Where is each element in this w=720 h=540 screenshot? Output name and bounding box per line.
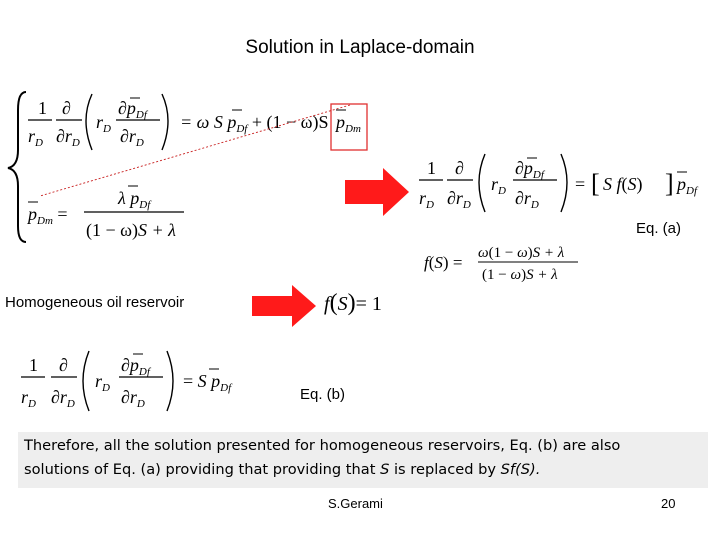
svg-text:∂pDf: $\partial p_{Df}$ <box>515 158 544 181</box>
svg-text:pDm =: $p_{Dm}$ = <box>28 204 68 227</box>
svg-text:f(S) =: f(S) = <box>424 253 463 272</box>
fS-definition <box>420 240 590 284</box>
svg-text:(1 − ω)S + λ: (1 − ω)S + λ <box>482 267 558 283</box>
svg-text:(1 − ω)S + λ: (1 − ω)S + λ <box>86 220 176 240</box>
author-footer: S.Gerami <box>328 496 383 511</box>
svg-text:∂: ∂ <box>59 355 68 375</box>
fS-equals-one <box>320 286 400 320</box>
svg-text:rD: $r_D$ <box>419 188 434 211</box>
eq-b-label: Eq. (b) <box>300 386 346 403</box>
eq-a-label: Eq. (a) <box>636 220 682 237</box>
svg-text:pDf: $p_{Df}$ <box>677 174 697 197</box>
svg-text:∂pDf: $\partial p_{Df}$ <box>121 355 150 378</box>
svg-text:1: 1 <box>38 98 47 118</box>
svg-text:1: 1 <box>427 158 436 178</box>
svg-text:= ω S pDf + (1 − ω)S: = ω S $p_{Df} + (1 - \omega)S$ <box>180 112 329 135</box>
svg-text:∂rD: $\partial r_D$ <box>56 126 80 149</box>
svg-text:pDm: $p_{Dm}$ <box>336 112 361 135</box>
svg-text:=: = <box>575 174 586 194</box>
slide-title: Solution in Laplace-domain <box>245 37 475 58</box>
svg-text:∂: ∂ <box>62 98 71 118</box>
svg-text:rD: $r_D$ <box>28 126 43 149</box>
equation-b <box>15 345 245 417</box>
note-line-2: solutions of Eq. (a) providing that providing that S is replaced by Sf(S). <box>24 461 541 478</box>
svg-text:1: 1 <box>29 355 38 375</box>
svg-text:S f(S): S f(S) <box>603 174 643 194</box>
svg-text:∂pDf: $\partial p_{Df}$ <box>118 98 147 121</box>
equation-a <box>415 150 715 220</box>
arrow-right-icon <box>345 168 411 216</box>
homogeneous-label: Homogeneous oil reservoir <box>5 294 185 311</box>
arrow-right-icon <box>252 285 318 327</box>
svg-text:∂rD: $\partial r_D$ <box>515 188 539 211</box>
note-symbol-Sf: Sf(S). <box>500 461 541 478</box>
svg-text:]: ] <box>665 169 674 198</box>
svg-text:∂rD: $\partial r_D$ <box>121 387 145 410</box>
svg-text:rD: $r_D$ <box>96 112 111 135</box>
svg-text:rD: $r_D$ <box>95 371 110 394</box>
svg-text:rD: $r_D$ <box>491 174 506 197</box>
note-symbol-S: S <box>380 461 390 478</box>
left-brace <box>8 92 26 242</box>
page-number: 20 <box>661 496 676 511</box>
svg-text:∂: ∂ <box>455 158 464 178</box>
equation-system-left <box>0 80 400 250</box>
svg-text:∂rD: $\partial r_D$ <box>447 188 471 211</box>
svg-text:[: [ <box>591 169 600 198</box>
conclusion-note <box>18 432 708 488</box>
svg-text:λ pDf: λ $p_{Df}$ <box>118 188 151 211</box>
svg-text:∂rD: $\partial r_D$ <box>51 387 75 410</box>
svg-text:= S pDf: = S $p_{Df}$ <box>183 371 232 394</box>
svg-text:∂rD: $\partial r_D$ <box>120 126 144 149</box>
svg-text:ω(1 − ω)S + λ: ω(1 − ω)S + λ <box>478 245 565 261</box>
svg-text:rD: $r_D$ <box>21 387 36 410</box>
svg-text:f(S)= 1: f(S)= 1 <box>324 290 382 316</box>
note-line-1: Therefore, all the solution presented for homogeneous reservoirs, Eq. (b) are also <box>24 437 621 454</box>
